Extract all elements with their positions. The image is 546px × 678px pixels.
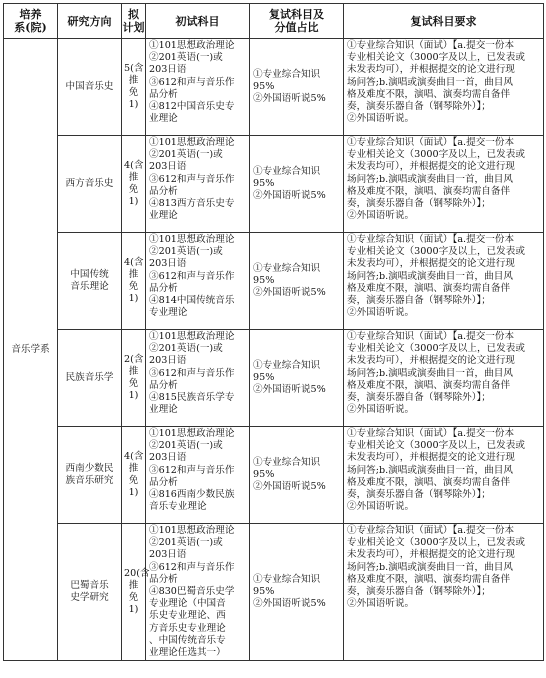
initial-subjects-cell-line: 音乐专业理论 bbox=[149, 501, 207, 513]
initial-subjects-cell-line: 品分析 bbox=[149, 573, 178, 585]
header-dept: 培养 系(院) bbox=[4, 4, 58, 39]
retest-subjects-cell bbox=[250, 330, 344, 427]
initial-subjects-cell-line: 203日语 bbox=[149, 452, 187, 464]
requirements-cell-line: 格及难度不限，演唱、演奏均需自备伴 bbox=[347, 282, 511, 294]
requirements-cell-line: 场问答;b.演唱或演奏曲目一首，曲目风 bbox=[347, 464, 513, 476]
plan-count-cell-line: 1) bbox=[128, 487, 139, 499]
initial-subjects-cell-line: ④814中国传统音乐 bbox=[149, 295, 235, 307]
initial-subjects-cell-line: 乐史专业理论、西 bbox=[149, 610, 226, 622]
initial-subjects-cell bbox=[146, 330, 250, 427]
retest-subjects-cell-line: 95% bbox=[253, 177, 275, 189]
requirements-cell-line: 未发表均可），并根据提交的论文进行现 bbox=[347, 452, 515, 464]
requirements-cell-line: 格及难度不限，演唱、演奏均需自备伴 bbox=[347, 573, 511, 585]
requirements-cell bbox=[344, 524, 544, 661]
initial-subjects-cell-line: 203日语 bbox=[149, 64, 187, 76]
initial-subjects-cell bbox=[146, 524, 250, 661]
retest-subjects-cell bbox=[250, 233, 344, 330]
direction-cell-line: 民族音乐学 bbox=[65, 371, 114, 383]
header-initial: 初试科目 bbox=[146, 4, 250, 39]
table-row bbox=[4, 427, 544, 524]
initial-subjects-cell-line: ①101思想政治理论 bbox=[149, 331, 235, 342]
table-row bbox=[4, 524, 544, 661]
initial-subjects-cell-line: ①101思想政治理论 bbox=[149, 525, 235, 536]
requirements-cell-line: ①专业综合知识（面试）【a.提交一份本 bbox=[347, 428, 515, 439]
initial-subjects-cell bbox=[146, 427, 250, 524]
direction-cell bbox=[58, 524, 122, 661]
plan-count-cell bbox=[122, 524, 150, 661]
table-body bbox=[4, 39, 544, 661]
direction-cell-line: 史学研究 bbox=[70, 592, 109, 604]
requirements-cell-line: 专业相关论文（3000字及以上，已发表或 bbox=[347, 537, 525, 549]
initial-subjects-cell-line: ④815民族音乐学专 bbox=[149, 392, 235, 404]
initial-subjects-cell bbox=[146, 136, 250, 233]
requirements-cell-line: 专业相关论文（3000字及以上，已发表或 bbox=[347, 343, 525, 355]
initial-subjects-cell-line: 203日语 bbox=[149, 355, 187, 367]
plan-count-cell-line: 1) bbox=[128, 99, 139, 111]
requirements-cell-line: ②外国语听说。 bbox=[347, 113, 415, 125]
initial-subjects-cell-line: ②201英语(一)或 bbox=[149, 149, 223, 161]
initial-subjects-cell bbox=[146, 39, 250, 136]
requirements-cell-line: 奏，演奏乐器自备（钢琴除外）】； bbox=[347, 101, 491, 113]
initial-subjects-cell-line: 方音乐史专业理论 bbox=[149, 622, 226, 634]
requirements-cell-line: ①专业综合知识（面试）【a.提交一份本 bbox=[347, 331, 515, 342]
requirements-cell bbox=[344, 427, 544, 524]
requirements-cell-line: ①专业综合知识（面试）【a.提交一份本 bbox=[347, 525, 515, 536]
direction-cell bbox=[58, 136, 122, 233]
requirements-cell-line: 场问答;b.演唱或演奏曲目一首，曲目风 bbox=[347, 270, 513, 282]
direction-cell-line: 中国传统 bbox=[70, 268, 109, 280]
initial-subjects-cell-line: 专业理论 bbox=[149, 307, 188, 319]
retest-subjects-cell-line: ①专业综合知识 bbox=[253, 262, 321, 274]
initial-subjects-cell-line: ②201英语(一)或 bbox=[149, 52, 223, 64]
initial-subjects-cell-line: 品分析 bbox=[149, 185, 178, 197]
plan-count-cell-line: 4(含 bbox=[124, 256, 144, 268]
initial-subjects-cell-line: ②201英语(一)或 bbox=[149, 537, 223, 549]
requirements-cell-line: ②外国语听说。 bbox=[347, 307, 415, 319]
retest-subjects-cell-line: ①专业综合知识 bbox=[253, 573, 321, 585]
requirements-cell-line: 奏，演奏乐器自备（钢琴除外）】； bbox=[347, 295, 491, 307]
requirements-cell-line: 奏，演奏乐器自备（钢琴除外）】； bbox=[347, 586, 491, 598]
retest-subjects-cell-line: ①专业综合知识 bbox=[253, 68, 321, 80]
requirements-cell-line: ①专业综合知识（面试）【a.提交一份本 bbox=[347, 137, 515, 148]
retest-subjects-cell bbox=[250, 427, 344, 524]
initial-subjects-cell-line: ③612和声与音乐作 bbox=[149, 367, 235, 379]
requirements-cell-line: 未发表均可），并根据提交的论文进行现 bbox=[347, 355, 515, 367]
plan-count-cell-line: 推免 bbox=[128, 462, 139, 486]
initial-subjects-cell-line: 品分析 bbox=[149, 379, 178, 391]
dept-cell: 音乐学系 bbox=[4, 39, 58, 661]
initial-subjects-cell-line: 203日语 bbox=[149, 549, 187, 561]
retest-subjects-cell-line: ②外国语听说5% bbox=[253, 481, 326, 493]
retest-subjects-cell bbox=[250, 136, 344, 233]
plan-count-cell-line: 1) bbox=[128, 390, 139, 402]
table-row bbox=[4, 136, 544, 233]
retest-subjects-cell-line: ①专业综合知识 bbox=[253, 456, 321, 468]
initial-subjects-cell-line: 203日语 bbox=[149, 258, 187, 270]
initial-subjects-cell-line: 业理论 bbox=[149, 113, 178, 125]
plan-count-cell-line: 1) bbox=[128, 604, 139, 616]
header-plan: 拟 计划 bbox=[122, 4, 146, 39]
header-requirements: 复试科目要求 bbox=[344, 4, 544, 39]
header-retest: 复试科目及 分值占比 bbox=[250, 4, 344, 39]
plan-count-cell bbox=[122, 136, 146, 233]
direction-cell-line: 西南少数民 bbox=[65, 462, 114, 474]
requirements-cell-line: 专业相关论文（3000字及以上，已发表或 bbox=[347, 149, 525, 161]
initial-subjects-cell-line: ④812中国音乐史专 bbox=[149, 101, 235, 113]
initial-subjects-cell-line: 、中国传统音乐专 bbox=[149, 634, 226, 646]
initial-subjects-cell-line: ①101思想政治理论 bbox=[149, 428, 235, 439]
header-row bbox=[4, 4, 544, 39]
plan-count-cell-line: 2(含 bbox=[124, 353, 144, 365]
initial-subjects-cell-line: ③612和声与音乐作 bbox=[149, 561, 235, 573]
requirements-cell-line: ①专业综合知识（面试）【a.提交一份本 bbox=[347, 234, 515, 245]
requirements-cell-line: 未发表均可），并根据提交的论文进行现 bbox=[347, 64, 515, 76]
initial-subjects-cell-line: ②201英语(一)或 bbox=[149, 343, 223, 355]
retest-subjects-cell bbox=[250, 524, 344, 661]
requirements-cell-line: ①专业综合知识（面试）【a.提交一份本 bbox=[347, 40, 515, 51]
direction-cell bbox=[58, 39, 122, 136]
plan-count-cell-line: 5(含 bbox=[124, 62, 144, 74]
requirements-cell-line: 奏，演奏乐器自备（钢琴除外）】； bbox=[347, 198, 491, 210]
initial-subjects-cell-line: 203日语 bbox=[149, 161, 187, 173]
plan-count-cell-line: 推免 bbox=[128, 579, 139, 604]
initial-subjects-cell-line: 业理论 bbox=[149, 210, 178, 222]
plan-count-cell bbox=[122, 233, 146, 330]
initial-subjects-cell-line: ④816西南少数民族 bbox=[149, 489, 235, 501]
plan-count-cell-line: 1) bbox=[128, 196, 139, 208]
direction-cell bbox=[58, 330, 122, 427]
requirements-cell-line: 专业相关论文（3000字及以上，已发表或 bbox=[347, 52, 525, 64]
direction-cell-line: 西方音乐史 bbox=[65, 177, 114, 189]
requirements-cell bbox=[344, 136, 544, 233]
requirements-cell-line: 专业相关论文（3000字及以上，已发表或 bbox=[347, 246, 525, 258]
requirements-cell-line: 格及难度不限，演唱、演奏均需自备伴 bbox=[347, 476, 511, 488]
requirements-cell-line: ②外国语听说。 bbox=[347, 210, 415, 222]
initial-subjects-cell-line: ②201英语(一)或 bbox=[149, 440, 223, 452]
direction-cell-line: 中国音乐史 bbox=[65, 80, 114, 92]
table-row bbox=[4, 233, 544, 330]
retest-subjects-cell bbox=[250, 39, 344, 136]
retest-subjects-cell-line: 95% bbox=[253, 274, 275, 286]
initial-subjects-cell bbox=[146, 233, 250, 330]
plan-count-cell bbox=[122, 427, 146, 524]
requirements-cell-line: 格及难度不限，演唱、演奏均需自备伴 bbox=[347, 88, 511, 100]
requirements-cell-line: ②外国语听说。 bbox=[347, 404, 415, 416]
plan-count-cell-line: 推免 bbox=[128, 171, 139, 195]
retest-subjects-cell-line: ②外国语听说5% bbox=[253, 384, 326, 396]
plan-count-cell-line: 20(含 bbox=[124, 567, 150, 579]
requirements-cell-line: 场问答;b.演唱或演奏曲目一首，曲目风 bbox=[347, 76, 513, 88]
requirements-cell bbox=[344, 330, 544, 427]
requirements-cell-line: 奏，演奏乐器自备（钢琴除外）】； bbox=[347, 392, 491, 404]
retest-subjects-cell-line: ①专业综合知识 bbox=[253, 359, 321, 371]
requirements-cell-line: 未发表均可），并根据提交的论文进行现 bbox=[347, 258, 515, 270]
retest-subjects-cell-line: ②外国语听说5% bbox=[253, 93, 326, 105]
direction-cell-line: 音乐理论 bbox=[70, 281, 109, 292]
admission-table-container bbox=[3, 3, 543, 661]
initial-subjects-cell-line: 品分析 bbox=[149, 476, 178, 488]
direction-cell bbox=[58, 233, 122, 330]
initial-subjects-cell-line: ①101思想政治理论 bbox=[149, 40, 235, 51]
initial-subjects-cell-line: ②201英语(一)或 bbox=[149, 246, 223, 258]
initial-subjects-cell-line: ③612和声与音乐作 bbox=[149, 173, 235, 185]
plan-count-cell-line: 推免 bbox=[128, 365, 139, 389]
requirements-cell-line: 奏，演奏乐器自备（钢琴除外）】； bbox=[347, 489, 491, 501]
initial-subjects-cell-line: ①101思想政治理论 bbox=[149, 137, 235, 148]
plan-count-cell-line: 4(含 bbox=[124, 450, 144, 462]
requirements-cell-line: 未发表均可），并根据提交的论文进行现 bbox=[347, 549, 515, 561]
header-direction: 研究方向 bbox=[58, 4, 122, 39]
retest-subjects-cell-line: ①专业综合知识 bbox=[253, 165, 321, 177]
plan-count-cell-line: 1) bbox=[128, 293, 139, 305]
direction-cell-line: 巴蜀音乐 bbox=[70, 579, 109, 591]
initial-subjects-cell-line: 品分析 bbox=[149, 88, 178, 100]
admission-table bbox=[3, 3, 544, 661]
direction-cell-line: 族音乐研究 bbox=[65, 475, 114, 486]
requirements-cell-line: ②外国语听说。 bbox=[347, 501, 415, 513]
table-row bbox=[4, 330, 544, 427]
retest-subjects-cell-line: 95% bbox=[253, 468, 275, 480]
retest-subjects-cell-line: 95% bbox=[253, 586, 275, 598]
initial-subjects-cell-line: ④813西方音乐史专 bbox=[149, 198, 235, 210]
initial-subjects-cell-line: ③612和声与音乐作 bbox=[149, 464, 235, 476]
requirements-cell-line: 格及难度不限，演唱、演奏均需自备伴 bbox=[347, 379, 511, 391]
initial-subjects-cell-line: ④830巴蜀音乐史学 bbox=[149, 586, 235, 598]
retest-subjects-cell-line: ②外国语听说5% bbox=[253, 287, 326, 299]
initial-subjects-cell-line: ③612和声与音乐作 bbox=[149, 270, 235, 282]
plan-count-cell-line: 推免 bbox=[128, 74, 139, 98]
initial-subjects-cell-line: 业理论 bbox=[149, 404, 178, 416]
plan-count-cell-line: 推免 bbox=[128, 268, 139, 292]
retest-subjects-cell-line: 95% bbox=[253, 80, 275, 92]
requirements-cell-line: 专业相关论文（3000字及以上，已发表或 bbox=[347, 440, 525, 452]
requirements-cell-line: 格及难度不限，演唱、演奏均需自备伴 bbox=[347, 185, 511, 197]
requirements-cell bbox=[344, 233, 544, 330]
requirements-cell-line: 场问答;b.演唱或演奏曲目一首，曲目风 bbox=[347, 367, 513, 379]
initial-subjects-cell-line: ③612和声与音乐作 bbox=[149, 76, 235, 88]
requirements-cell-line: 场问答;b.演唱或演奏曲目一首，曲目风 bbox=[347, 561, 513, 573]
plan-count-cell bbox=[122, 330, 146, 427]
initial-subjects-cell-line: ①101思想政治理论 bbox=[149, 234, 235, 245]
requirements-cell bbox=[344, 39, 544, 136]
initial-subjects-cell-line: 品分析 bbox=[149, 282, 178, 294]
direction-cell bbox=[58, 427, 122, 524]
initial-subjects-cell-line: 业理论任选其一） bbox=[149, 647, 226, 659]
requirements-cell-line: 场问答;b.演唱或演奏曲目一首，曲目风 bbox=[347, 173, 513, 185]
initial-subjects-cell-line: 专业理论（中国音 bbox=[149, 598, 226, 610]
requirements-cell-line: ②外国语听说。 bbox=[347, 598, 415, 610]
retest-subjects-cell-line: ②外国语听说5% bbox=[253, 598, 326, 610]
requirements-cell-line: 未发表均可），并根据提交的论文进行现 bbox=[347, 161, 515, 173]
retest-subjects-cell-line: 95% bbox=[253, 371, 275, 383]
plan-count-cell-line: 4(含 bbox=[124, 159, 144, 171]
table-row bbox=[4, 39, 544, 136]
retest-subjects-cell-line: ②外国语听说5% bbox=[253, 190, 326, 202]
plan-count-cell bbox=[122, 39, 146, 136]
